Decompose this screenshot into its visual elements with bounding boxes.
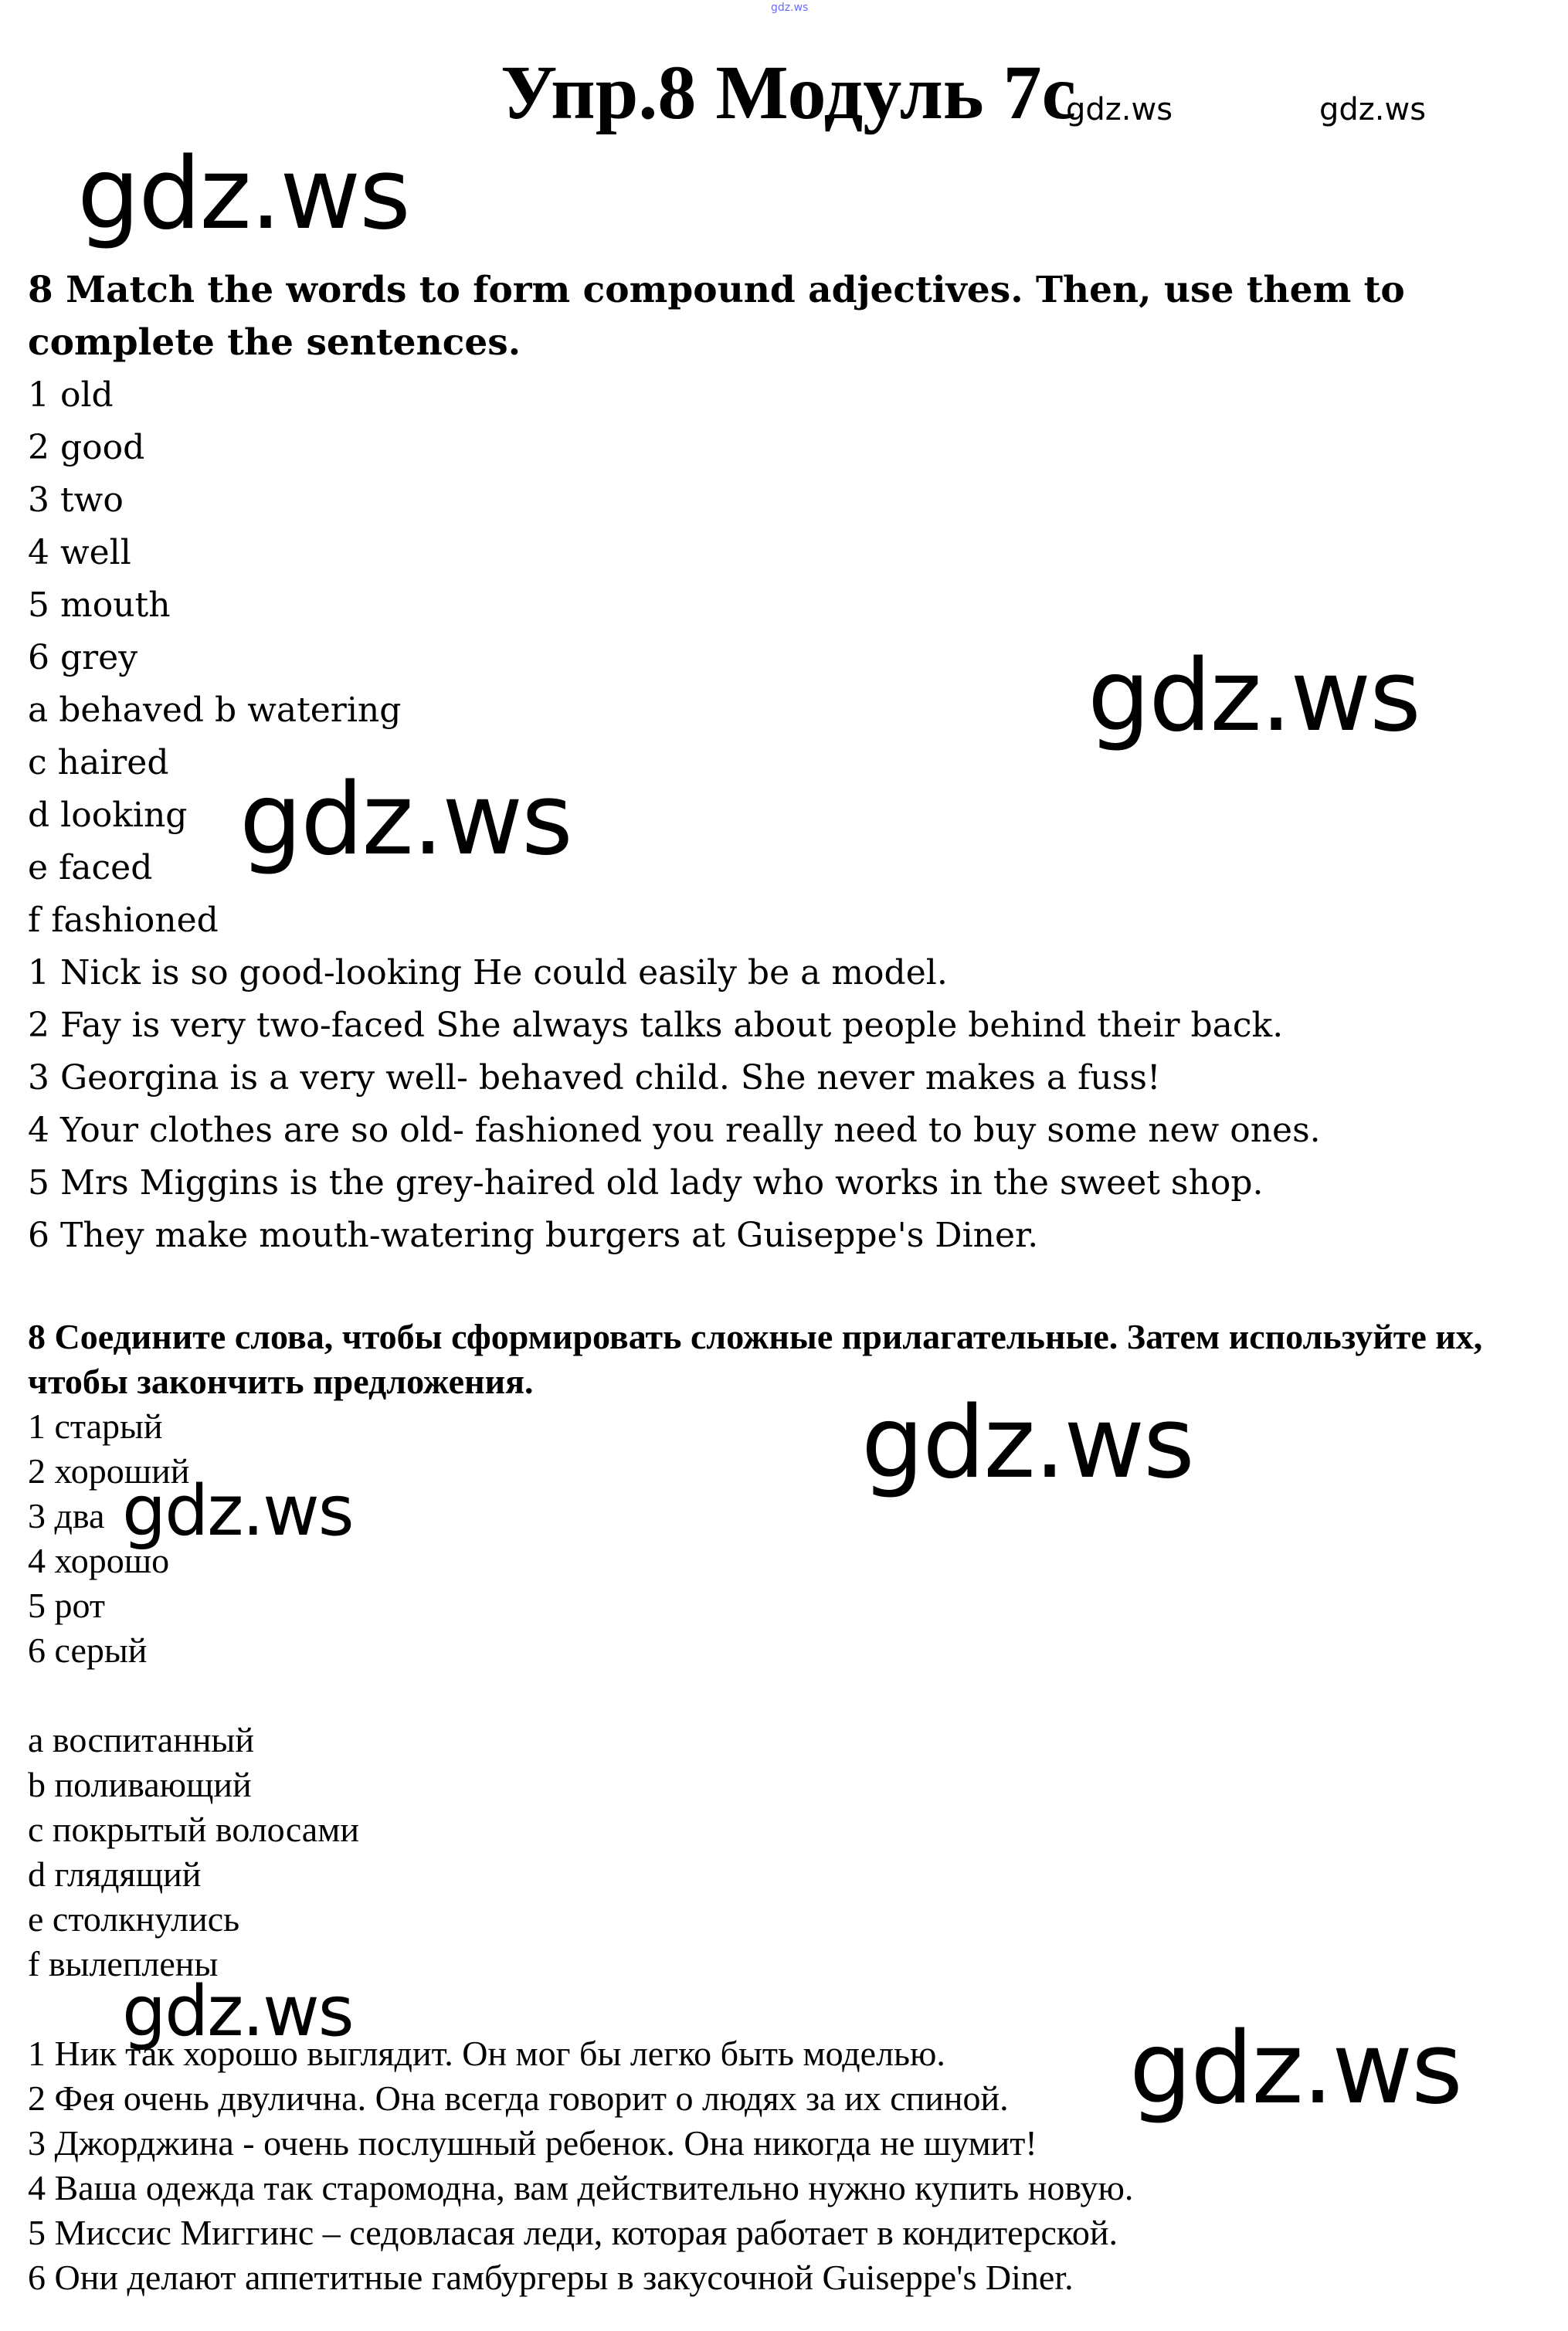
sentence: 2 Fay is very two-faced She always talks about people behind their back.: [28, 1006, 1284, 1045]
english-section: [28, 264, 1542, 1262]
watermark: gdz.ws: [861, 1386, 1193, 1501]
watermark: gdz.ws: [1319, 92, 1427, 127]
list-item: e faced: [28, 848, 153, 887]
sentence: 1 Ник так хорошо выглядит. Он мог бы легко быть моделью.: [28, 2034, 945, 2073]
spacer: [28, 1987, 1542, 2031]
sentence: 4 Your clothes are so old- fashioned you really need to buy some new ones.: [28, 1111, 1321, 1150]
list-item: a воспитанный: [28, 1720, 254, 1759]
spacer: [28, 1673, 1542, 1718]
russian-section: [28, 1315, 1542, 2300]
list-item: f вылеплены: [28, 1944, 219, 1983]
list-item: 2 хороший: [28, 1451, 190, 1491]
list-item: f fashioned: [28, 901, 219, 940]
watermark: gdz.ws: [1088, 639, 1420, 754]
english-heading: 8 Match the words to form compound adjectives. Then, use them to complete the sentences.: [28, 269, 1405, 364]
list-item: c haired: [28, 743, 169, 782]
list-item: 2 good: [28, 428, 145, 467]
list-item: a behaved b watering: [28, 690, 402, 730]
list-item: 1 old: [28, 375, 114, 415]
watermark: gdz.ws: [122, 1971, 353, 2052]
list-item: e столкнулись: [28, 1899, 240, 1939]
sentence: 1 Nick is so good-looking He could easily be a model.: [28, 953, 948, 992]
sentence: 2 Фея очень двулична. Она всегда говорит о людях за их спиной.: [28, 2078, 1009, 2118]
watermark: gdz.ws: [239, 762, 572, 877]
watermark: gdz.ws: [122, 1471, 353, 1552]
page-title: Упр.8 Модуль 7c: [501, 49, 1077, 135]
watermark: gdz.ws: [1066, 92, 1173, 127]
russian-heading: 8 Соедините слова, чтобы сформировать сложные прилагательные. Затем используйте их, чтобы закончить предложения.: [28, 1317, 1483, 1401]
list-item: 6 серый: [28, 1630, 148, 1670]
list-item: b поливающий: [28, 1765, 252, 1804]
sentence: 5 Миссис Миггинс – седовласая леди, которая работает в кондитерской.: [28, 2213, 1118, 2252]
sentence: 4 Ваша одежда так старомодна, вам действительно нужно купить новую.: [28, 2168, 1134, 2207]
list-item: 5 mouth: [28, 585, 171, 625]
list-item: d глядящий: [28, 1854, 202, 1894]
list-item: 4 well: [28, 533, 131, 572]
sentence: 5 Mrs Miggins is the grey-haired old lady who works in the sweet shop.: [28, 1163, 1264, 1203]
sentence: 3 Джорджина - очень послушный ребенок. Она никогда не шумит!: [28, 2123, 1037, 2163]
sentence: 6 Они делают аппетитные гамбургеры в закусочной Guiseppe's Diner.: [28, 2258, 1074, 2297]
list-item: 3 two: [28, 480, 124, 520]
watermark: gdz.ws: [1129, 2011, 1461, 2126]
sentence: 6 They make mouth-watering burgers at Guiseppe's Diner.: [28, 1216, 1039, 1255]
list-item: c покрытый волосами: [28, 1810, 359, 1849]
list-item: 6 grey: [28, 638, 138, 677]
list-item: 3 два: [28, 1496, 105, 1535]
list-item: 4 хорошо: [28, 1541, 170, 1580]
watermark: gdz.ws: [77, 137, 409, 252]
sentence: 3 Georgina is a very well- behaved child. She never makes a fuss!: [28, 1058, 1161, 1098]
list-item: d looking: [28, 796, 188, 835]
list-item: 1 старый: [28, 1406, 163, 1446]
top-watermark: gdz.ws: [771, 2, 809, 14]
list-item: 5 рот: [28, 1586, 105, 1625]
